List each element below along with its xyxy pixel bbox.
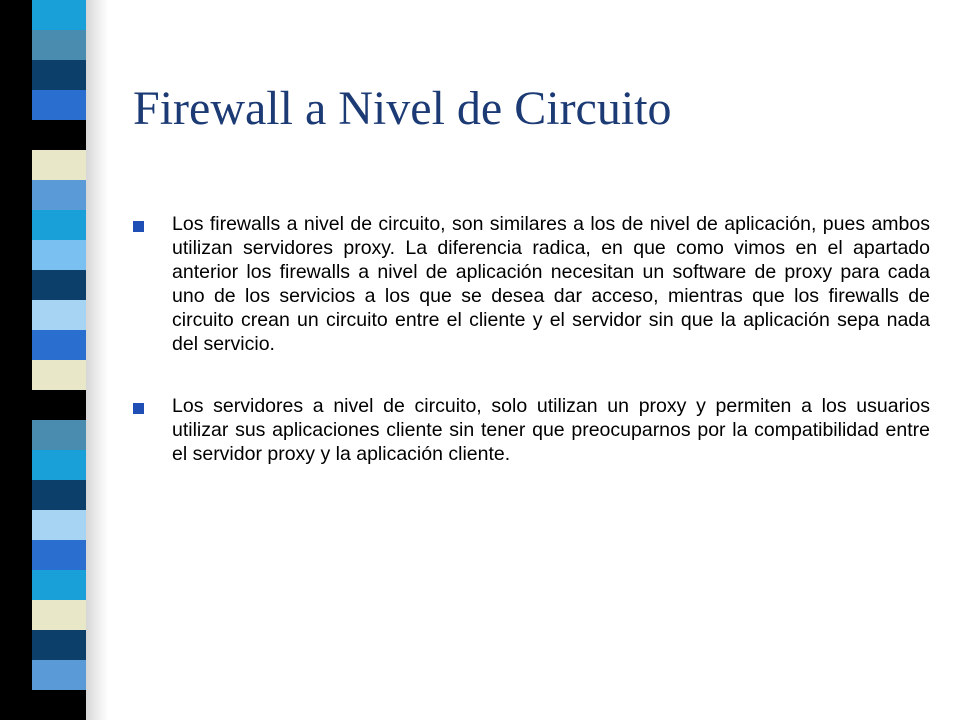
stripe-block bbox=[32, 360, 86, 390]
stripe-edge bbox=[0, 150, 32, 180]
stripe-edge bbox=[0, 300, 32, 330]
stripe-block bbox=[32, 0, 86, 30]
stripe-segment bbox=[0, 90, 86, 120]
bullet-item bbox=[133, 394, 930, 466]
stripe-edge bbox=[0, 570, 32, 600]
stripe-segment bbox=[0, 300, 86, 330]
stripe-segment bbox=[0, 660, 86, 690]
stripe-segment bbox=[0, 180, 86, 210]
stripe-edge bbox=[0, 630, 32, 660]
stripe-edge bbox=[0, 420, 32, 450]
stripe-edge bbox=[0, 510, 32, 540]
stripe-edge bbox=[0, 600, 32, 630]
stripe-edge bbox=[0, 0, 32, 30]
stripe-block bbox=[32, 90, 86, 120]
stripe-segment bbox=[0, 570, 86, 600]
stripe-block bbox=[32, 150, 86, 180]
stripe-edge bbox=[0, 360, 32, 390]
stripe-block bbox=[32, 60, 86, 90]
stripe-edge bbox=[0, 690, 32, 720]
stripe-shadow bbox=[86, 0, 108, 720]
stripe-block bbox=[32, 630, 86, 660]
stripe-segment bbox=[0, 210, 86, 240]
bullet-text: Los servidores a nivel de circuito, solo utilizan un proxy y permiten a los usuarios utilizar sus aplicaciones cliente sin tener que preocuparnos por la compatibilidad entre el servidor proxy y la aplicación cliente. bbox=[172, 395, 930, 465]
stripe-block bbox=[32, 540, 86, 570]
stripe-segment bbox=[0, 420, 86, 450]
stripe-segment bbox=[0, 60, 86, 90]
stripe-segment bbox=[0, 480, 86, 510]
bullet-text: Los firewalls a nivel de circuito, son similares a los de nivel de aplicación, pues ambos utilizan servidores proxy. La diferencia radica, en que como vimos en el apartado anterior los firewalls a nivel de aplicación necesitan un software de proxy para cada uno de los servicios a los que se desea dar acceso, mientras que los firewalls de circuito crean un circuito entre el cliente y el servidor sin que la aplicación sepa nada del servicio. bbox=[172, 213, 930, 355]
stripe-segment bbox=[0, 270, 86, 300]
stripe-edge bbox=[0, 180, 32, 210]
slide-title: Firewall a Nivel de Circuito bbox=[133, 82, 672, 135]
stripe-edge bbox=[0, 660, 32, 690]
stripe-segment bbox=[0, 450, 86, 480]
stripe-segment bbox=[0, 120, 86, 150]
stripe-block bbox=[32, 480, 86, 510]
stripe-segment bbox=[0, 510, 86, 540]
stripe-segment bbox=[0, 390, 86, 420]
stripe-block bbox=[32, 120, 86, 150]
stripe-block bbox=[32, 600, 86, 630]
stripe-edge bbox=[0, 60, 32, 90]
stripe-block bbox=[32, 180, 86, 210]
square-bullet-icon bbox=[133, 403, 144, 414]
decorative-stripe-bar bbox=[0, 0, 86, 720]
stripe-block bbox=[32, 450, 86, 480]
stripe-segment bbox=[0, 690, 86, 720]
stripe-block bbox=[32, 690, 86, 720]
stripe-segment bbox=[0, 30, 86, 60]
stripe-edge bbox=[0, 90, 32, 120]
stripe-segment bbox=[0, 630, 86, 660]
stripe-segment bbox=[0, 0, 86, 30]
stripe-block bbox=[32, 660, 86, 690]
stripe-block bbox=[32, 420, 86, 450]
stripe-block bbox=[32, 510, 86, 540]
bullet-list bbox=[133, 212, 930, 504]
stripe-segment bbox=[0, 540, 86, 570]
stripe-edge bbox=[0, 330, 32, 360]
stripe-block bbox=[32, 210, 86, 240]
stripe-edge bbox=[0, 390, 32, 420]
square-bullet-icon bbox=[133, 221, 144, 232]
stripe-segment bbox=[0, 240, 86, 270]
stripe-block bbox=[32, 240, 86, 270]
stripe-edge bbox=[0, 270, 32, 300]
stripe-segment bbox=[0, 600, 86, 630]
stripe-block bbox=[32, 390, 86, 420]
stripe-edge bbox=[0, 240, 32, 270]
stripe-block bbox=[32, 570, 86, 600]
stripe-block bbox=[32, 330, 86, 360]
stripe-segment bbox=[0, 150, 86, 180]
stripe-edge bbox=[0, 450, 32, 480]
stripe-segment bbox=[0, 360, 86, 390]
stripe-edge bbox=[0, 480, 32, 510]
stripe-segment bbox=[0, 330, 86, 360]
stripe-edge bbox=[0, 120, 32, 150]
stripe-block bbox=[32, 300, 86, 330]
stripe-edge bbox=[0, 540, 32, 570]
bullet-item bbox=[133, 212, 930, 356]
stripe-edge bbox=[0, 30, 32, 60]
stripe-block bbox=[32, 270, 86, 300]
stripe-edge bbox=[0, 210, 32, 240]
stripe-block bbox=[32, 30, 86, 60]
